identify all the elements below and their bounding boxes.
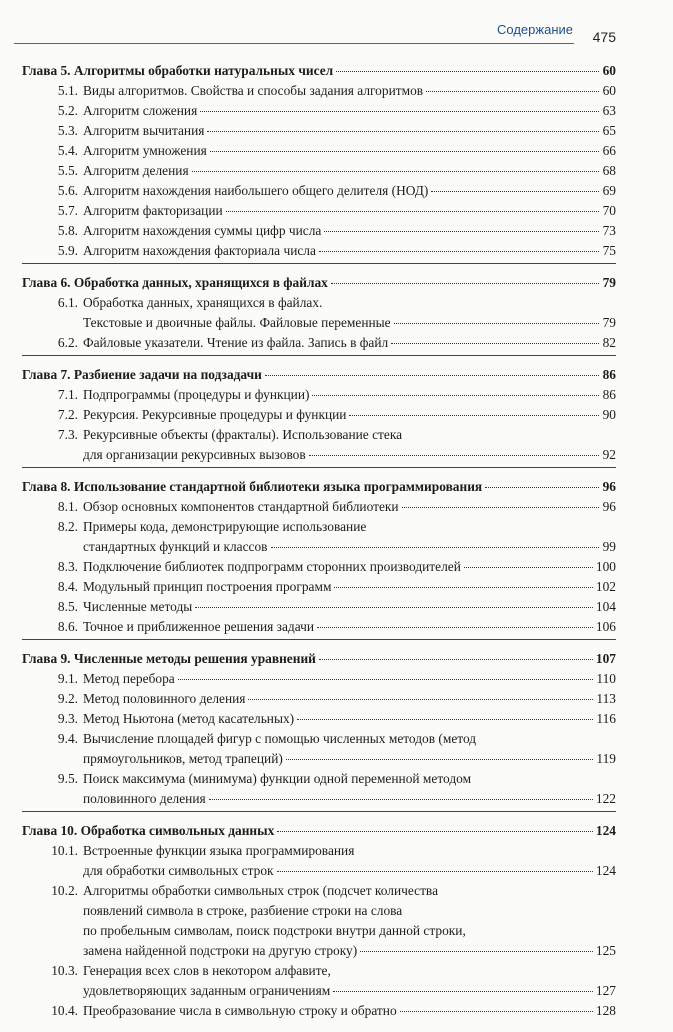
dot-leader <box>360 951 593 952</box>
section-page: 100 <box>595 559 616 574</box>
section-entry[interactable] <box>22 405 616 425</box>
chapter-page: 96 <box>602 479 616 494</box>
section-page: 113 <box>596 691 616 706</box>
section-page: 99 <box>602 539 616 554</box>
section-title-line: Вычисление площадей фигур с помощью численных методов (метод <box>83 731 477 746</box>
section-page: 68 <box>602 163 616 178</box>
chapter-page: 86 <box>602 367 616 382</box>
section-title-line: по пробельным символам, поиск подстроки внутри данной строки, <box>83 923 466 938</box>
section-number: 5.1. <box>57 83 78 98</box>
section-title-line: половинного деления <box>83 791 206 806</box>
section-title-line: Точное и приближенное решения задачи <box>83 619 315 634</box>
chapter-block <box>22 61 616 264</box>
section-page: 60 <box>602 83 616 98</box>
section-number: 7.1. <box>57 387 78 402</box>
section-number: 9.5. <box>57 771 78 786</box>
section-title-line: стандартных функций и классов <box>83 539 268 554</box>
chapter-entry[interactable] <box>22 61 616 81</box>
section-number: 9.2. <box>57 691 78 706</box>
section-page: 79 <box>602 315 616 330</box>
dot-leader <box>319 659 593 660</box>
section-number: 10.2. <box>51 883 78 898</box>
section-number: 9.1. <box>57 671 78 686</box>
chapter-block <box>22 477 616 640</box>
section-number: 8.6. <box>57 619 78 634</box>
dot-leader <box>309 455 599 456</box>
dot-leader <box>349 415 599 416</box>
dot-leader <box>286 759 594 760</box>
section-entry[interactable] <box>22 841 616 881</box>
dot-leader <box>210 151 599 152</box>
section-page: 70 <box>602 203 616 218</box>
section-page: 73 <box>602 223 616 238</box>
section-title-line: Поиск максимума (минимума) функции одной переменной методом <box>83 771 472 786</box>
section-number: 5.2. <box>57 103 78 118</box>
section-title-line: Обработка данных, хранящихся в файлах. <box>83 295 323 310</box>
section-page: 63 <box>602 103 616 118</box>
section-number: 5.4. <box>57 143 78 158</box>
section-title-line: Подпрограммы (процедуры и функции) <box>83 387 310 402</box>
section-page: 119 <box>596 751 616 766</box>
dot-leader <box>209 799 593 800</box>
chapter-page: 60 <box>602 63 616 78</box>
section-number: 10.4. <box>51 1003 78 1018</box>
section-title-line: Примеры кода, демонстрирующие использование <box>83 519 367 534</box>
chapter-block <box>22 273 616 356</box>
section-entry[interactable] <box>22 1001 616 1021</box>
section-number: 6.1. <box>57 295 78 310</box>
chapter-page: 107 <box>595 651 616 666</box>
section-entry[interactable] <box>22 121 616 141</box>
section-title-line: Рекурсивные объекты (фракталы). Использование стека <box>83 427 403 442</box>
section-entry[interactable] <box>22 425 616 465</box>
dot-leader <box>277 871 593 872</box>
section-entry[interactable] <box>22 81 616 101</box>
section-page: 124 <box>595 863 616 878</box>
section-page: 116 <box>596 711 616 726</box>
section-entry[interactable] <box>22 181 616 201</box>
running-header-title: Содержание <box>497 22 573 37</box>
section-title-line: Алгоритм нахождения суммы цифр числа <box>83 223 322 238</box>
header-rule <box>14 43 574 44</box>
dot-leader <box>331 283 599 284</box>
chapter-entry[interactable] <box>22 273 616 293</box>
section-entry[interactable] <box>22 101 616 121</box>
section-title-line: Алгоритм умножения <box>83 143 207 158</box>
chapter-page: 124 <box>595 823 616 838</box>
table-of-contents <box>22 61 616 1032</box>
section-number: 9.3. <box>57 711 78 726</box>
dot-leader <box>226 211 599 212</box>
section-number: 8.1. <box>57 499 78 514</box>
chapter-entry[interactable] <box>22 477 616 497</box>
section-title-line: Виды алгоритмов. Свойства и способы задания алгоритмов <box>83 83 424 98</box>
dot-leader <box>200 111 599 112</box>
section-page: 106 <box>595 619 616 634</box>
dot-leader <box>400 1011 593 1012</box>
section-number: 5.8. <box>57 223 78 238</box>
section-entry[interactable] <box>22 557 616 577</box>
dot-leader <box>402 507 599 508</box>
section-entry[interactable] <box>22 517 616 557</box>
section-entry[interactable] <box>22 689 616 709</box>
section-title-line: Алгоритм деления <box>83 163 189 178</box>
dot-leader <box>265 375 599 376</box>
page-number: 475 <box>592 29 616 45</box>
section-title-line: Рекурсия. Рекурсивные процедуры и функции <box>83 407 347 422</box>
section-title-line: Алгоритмы обработки символьных строк (подсчет количества <box>83 883 439 898</box>
section-number: 7.3. <box>57 427 78 442</box>
section-page: 127 <box>595 983 616 998</box>
section-title-line: Модульный принцип построения программ <box>83 579 332 594</box>
chapter-title: Глава 7. Разбиение задачи на подзадачи <box>22 367 262 382</box>
section-page: 69 <box>602 183 616 198</box>
dot-leader <box>317 627 593 628</box>
section-entry[interactable] <box>22 617 616 637</box>
section-title-line: удовлетворяющих заданным ограничениям <box>83 983 331 998</box>
dot-leader <box>192 171 599 172</box>
section-entry[interactable] <box>22 241 616 261</box>
section-number: 8.3. <box>57 559 78 574</box>
dot-leader <box>431 191 599 192</box>
section-title-line: Алгоритм нахождения наибольшего общего делителя (НОД) <box>83 183 429 198</box>
section-number: 5.3. <box>57 123 78 138</box>
section-entry[interactable] <box>22 201 616 221</box>
section-number: 10.3. <box>51 963 78 978</box>
section-title-line: Метод перебора <box>83 671 175 686</box>
chapter-title: Глава 5. Алгоритмы обработки натуральных чисел <box>22 63 334 78</box>
dot-leader <box>394 323 599 324</box>
chapter-title: Глава 10. Обработка символьных данных <box>22 823 275 838</box>
chapter-block <box>22 649 616 812</box>
dot-leader <box>485 487 599 488</box>
dot-leader <box>324 231 599 232</box>
section-entry[interactable] <box>22 729 616 769</box>
chapter-title: Глава 9. Численные методы решения уравнений <box>22 651 316 666</box>
chapter-page: 79 <box>602 275 616 290</box>
section-page: 96 <box>602 499 616 514</box>
section-entry[interactable] <box>22 385 616 405</box>
section-number: 9.4. <box>57 731 78 746</box>
section-title-line: Текстовые и двоичные файлы. Файловые переменные <box>83 315 391 330</box>
dot-leader <box>248 699 593 700</box>
section-entry[interactable] <box>22 709 616 729</box>
chapter-title: Глава 6. Обработка данных, хранящихся в файлах <box>22 275 328 290</box>
dot-leader <box>464 567 593 568</box>
section-entry[interactable] <box>22 221 616 241</box>
section-number: 5.6. <box>57 183 78 198</box>
dot-leader <box>336 71 599 72</box>
section-title-line: для обработки символьных строк <box>83 863 274 878</box>
section-entry[interactable] <box>22 669 616 689</box>
dot-leader <box>312 395 599 396</box>
section-title-line: Преобразование числа в символьную строку и обратно <box>83 1003 397 1018</box>
section-title-line: Метод Ньютона (метод касательных) <box>83 711 295 726</box>
section-number: 5.9. <box>57 243 78 258</box>
section-number: 6.2. <box>57 335 78 350</box>
section-title-line: Подключение библиотек подпрограмм сторонних производителей <box>83 559 461 574</box>
section-number: 8.5. <box>57 599 78 614</box>
section-number: 5.7. <box>57 203 78 218</box>
section-entry[interactable] <box>22 497 616 517</box>
section-title-line: Обзор основных компонентов стандартной библиотеки <box>83 499 399 514</box>
dot-leader <box>297 719 593 720</box>
section-number: 8.2. <box>57 519 78 534</box>
dot-leader <box>391 343 599 344</box>
dot-leader <box>178 679 594 680</box>
chapter-title: Глава 8. Использование стандартной библиотеки языка программирования <box>22 479 483 494</box>
section-number: 10.1. <box>51 843 78 858</box>
section-entry[interactable] <box>22 577 616 597</box>
section-page: 128 <box>595 1003 616 1018</box>
dot-leader <box>207 131 599 132</box>
section-entry[interactable] <box>22 597 616 617</box>
section-page: 82 <box>602 335 616 350</box>
section-title-line: Алгоритм вычитания <box>83 123 205 138</box>
section-page: 104 <box>595 599 616 614</box>
chapter-entry[interactable] <box>22 821 616 841</box>
section-page: 75 <box>602 243 616 258</box>
section-page: 66 <box>602 143 616 158</box>
section-page: 110 <box>596 671 616 686</box>
section-title-line: прямоугольников, метод трапеций) <box>83 751 283 766</box>
dot-leader <box>333 991 593 992</box>
section-title-line: Встроенные функции языка программирования <box>83 843 355 858</box>
section-title-line: Генерация всех слов в некотором алфавите, <box>83 963 331 978</box>
dot-leader <box>426 91 599 92</box>
section-title-line: Алгоритм факторизации <box>83 203 223 218</box>
section-title-line: Метод половинного деления <box>83 691 246 706</box>
section-page: 125 <box>595 943 616 958</box>
section-page: 102 <box>595 579 616 594</box>
section-page: 122 <box>595 791 616 806</box>
section-entry[interactable] <box>22 881 616 961</box>
section-title-line: Алгоритм сложения <box>83 103 198 118</box>
section-entry[interactable] <box>22 161 616 181</box>
section-page: 86 <box>602 387 616 402</box>
dot-leader <box>277 831 593 832</box>
dot-leader <box>195 607 593 608</box>
section-title-line: Файловые указатели. Чтение из файла. Запись в файл <box>83 335 389 350</box>
section-number: 8.4. <box>57 579 78 594</box>
section-page: 92 <box>602 447 616 462</box>
section-entry[interactable] <box>22 293 616 333</box>
section-number: 5.5. <box>57 163 78 178</box>
dot-leader <box>319 251 599 252</box>
section-entry[interactable] <box>22 961 616 1001</box>
section-entry[interactable] <box>22 141 616 161</box>
section-number: 7.2. <box>57 407 78 422</box>
chapter-block <box>22 821 616 1023</box>
chapter-entry[interactable] <box>22 649 616 669</box>
chapter-block <box>22 365 616 468</box>
dot-leader <box>271 547 599 548</box>
section-page: 90 <box>602 407 616 422</box>
section-title-line: появлений символа в строке, разбиение строки на слова <box>83 903 403 918</box>
section-title-line: Численные методы <box>83 599 193 614</box>
dot-leader <box>334 587 592 588</box>
section-title-line: Алгоритм нахождения факториала числа <box>83 243 316 258</box>
chapter-entry[interactable] <box>22 365 616 385</box>
section-title-line: замена найденной подстроки на другую строку) <box>83 943 358 958</box>
section-page: 65 <box>602 123 616 138</box>
section-title-line: для организации рекурсивных вызовов <box>83 447 306 462</box>
section-entry[interactable] <box>22 769 616 809</box>
section-entry[interactable] <box>22 333 616 353</box>
